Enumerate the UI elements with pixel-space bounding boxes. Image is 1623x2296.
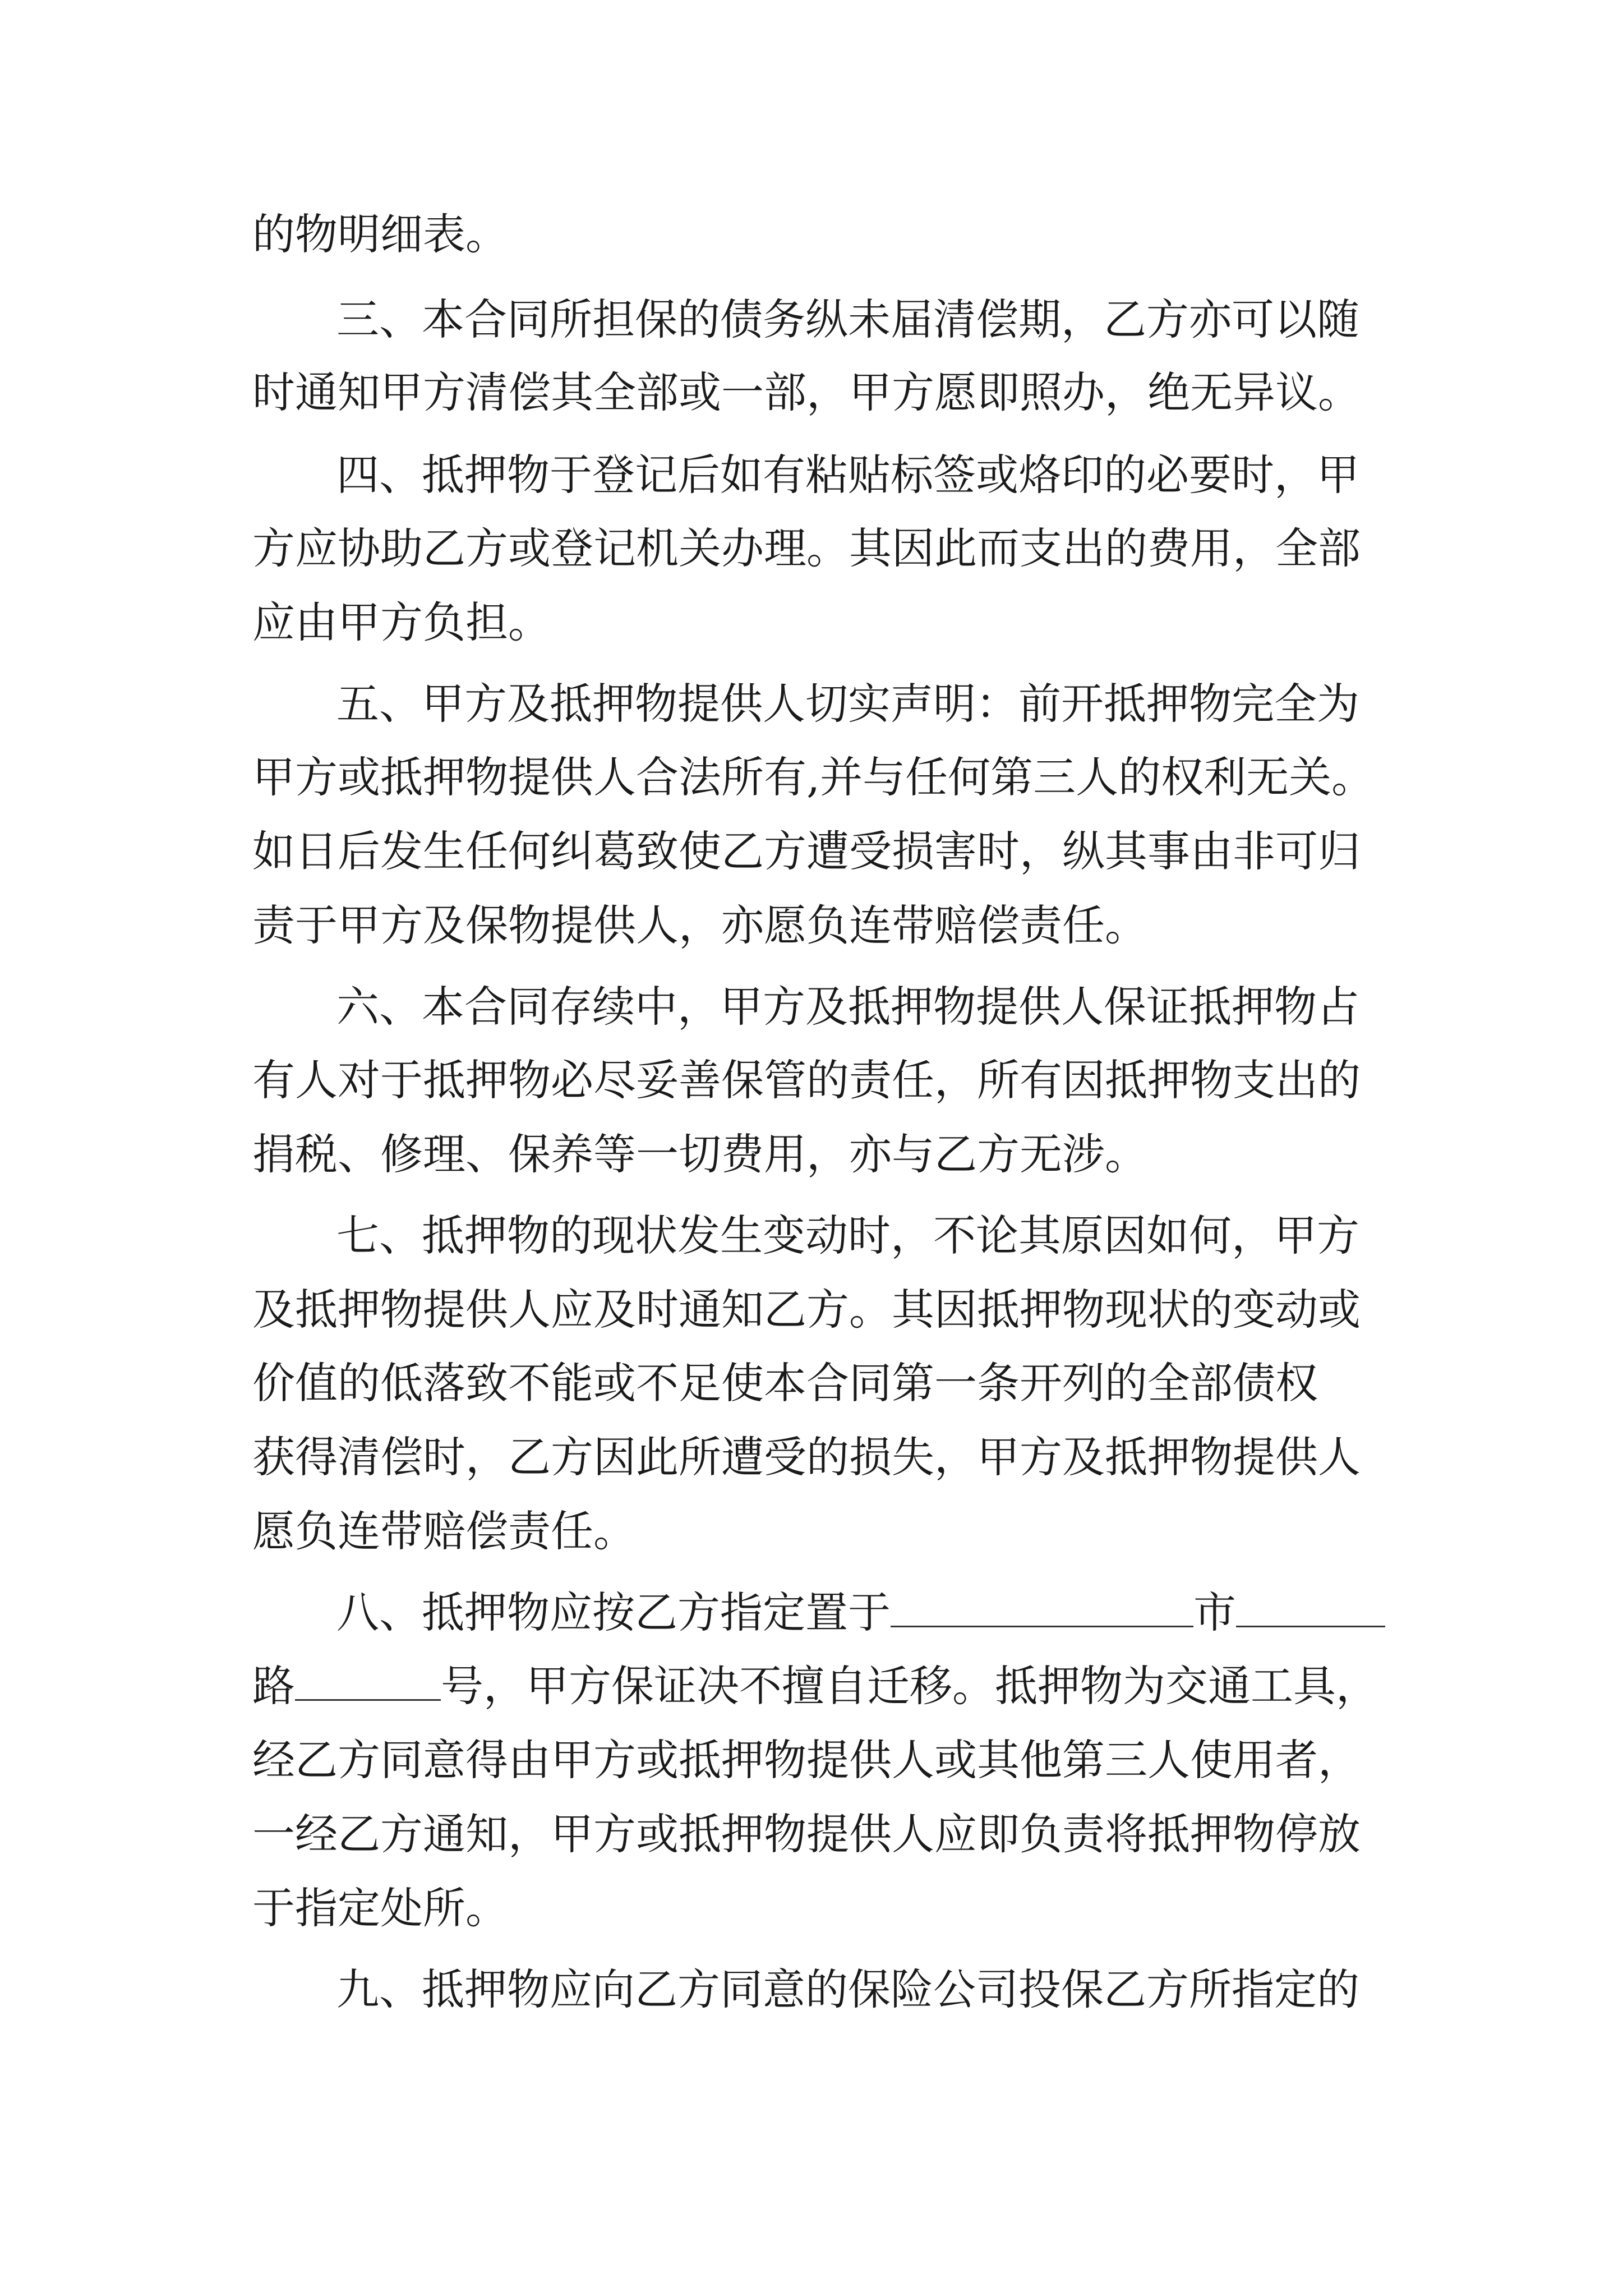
text-span: 应由甲方负担。	[252, 597, 551, 647]
text-line	[252, 1653, 1385, 1720]
text-line	[252, 1875, 1385, 1942]
text-span: 时通知甲方清偿其全部或一部，甲方愿即照办，绝无异议。	[252, 367, 1361, 417]
text-span: 九、抵押物应向乙方同意的保险公司投保乙方所指定的	[336, 1964, 1359, 2014]
text-span: 八、抵押物应按乙方指定置于	[336, 1588, 891, 1637]
text-line	[252, 818, 1385, 885]
text-line	[252, 892, 1385, 959]
text-line	[252, 1498, 1385, 1565]
text-span: 甲方或抵押物提供人合法所有,并与任何第三人的权利无关。	[252, 752, 1375, 802]
text-span: 捐税、修理、保养等一切费用，亦与乙方无涉。	[252, 1129, 1147, 1179]
text-line	[252, 1727, 1385, 1794]
city-label: 市	[1193, 1588, 1236, 1637]
text-line	[252, 1801, 1385, 1868]
clause-8-line	[336, 1579, 1385, 1646]
road-label: 路	[252, 1661, 295, 1711]
text-span: 有人对于抵押物必尽妥善保管的责任，所有因抵押物支出的	[252, 1055, 1361, 1105]
clause-4-line	[336, 441, 1385, 509]
text-span: 号，甲方保证决不擅自迁移。抵押物为交通工具，	[441, 1661, 1378, 1711]
text-line	[252, 1424, 1385, 1491]
text-span: 七、抵押物的现状发生变动时，不论其原因如何，甲方	[336, 1211, 1359, 1260]
text-line	[252, 201, 1385, 268]
text-line	[252, 1047, 1385, 1114]
text-line	[252, 1350, 1385, 1417]
text-line	[252, 515, 1385, 582]
text-span: 及抵押物提供人应及时通知乙方。其因抵押物现状的变动或	[252, 1285, 1361, 1335]
text-span: 六、本合同存续中，甲方及抵押物提供人保证抵押物占	[336, 982, 1359, 1032]
fill-in-blank[interactable]	[891, 1591, 1193, 1627]
text-line	[252, 744, 1385, 811]
text-span: 于指定处所。	[252, 1883, 508, 1933]
clause-7-line	[336, 1202, 1385, 1269]
clause-9-line	[336, 1956, 1385, 2023]
text-span: 愿负连带赔偿责任。	[252, 1506, 636, 1556]
text-span: 五、甲方及抵押物提供人切实声明：前开抵押物完全为	[336, 679, 1359, 729]
text-span: 责于甲方及保物提供人，亦愿负连带赔偿责任。	[252, 900, 1147, 950]
text-line	[252, 359, 1385, 426]
text-line	[252, 1276, 1385, 1343]
text-span: 四、抵押物于登记后如有粘贴标签或烙印的必要时，甲	[336, 450, 1359, 500]
text-span: 获得清偿时，乙方因此所遭受的损失，甲方及抵押物提供人	[252, 1432, 1361, 1482]
text-span: 如日后发生任何纠葛致使乙方遭受损害时，纵其事由非可归	[252, 826, 1361, 876]
text-span: 的物明细表。	[252, 209, 508, 259]
text-line	[252, 589, 1385, 656]
clause-6-line	[336, 973, 1385, 1041]
clause-5-line	[336, 670, 1385, 738]
text-span: 三、本合同所担保的债务纵未届清偿期，乙方亦可以随	[336, 295, 1359, 344]
text-line	[252, 1121, 1385, 1188]
text-span: 经乙方同意得由甲方或抵押物提供人或其他第三人使用者，	[252, 1735, 1361, 1785]
fill-in-blank[interactable]	[1236, 1591, 1385, 1627]
fill-in-blank[interactable]	[295, 1664, 441, 1701]
text-span: 价值的低落致不能或不足使本合同第一条开列的全部债权	[252, 1358, 1318, 1408]
text-span: 一经乙方通知，甲方或抵押物提供人应即负责将抵押物停放	[252, 1809, 1361, 1859]
text-span: 方应协助乙方或登记机关办理。其因此而支出的费用，全部	[252, 523, 1361, 573]
clause-3-line	[336, 286, 1385, 353]
